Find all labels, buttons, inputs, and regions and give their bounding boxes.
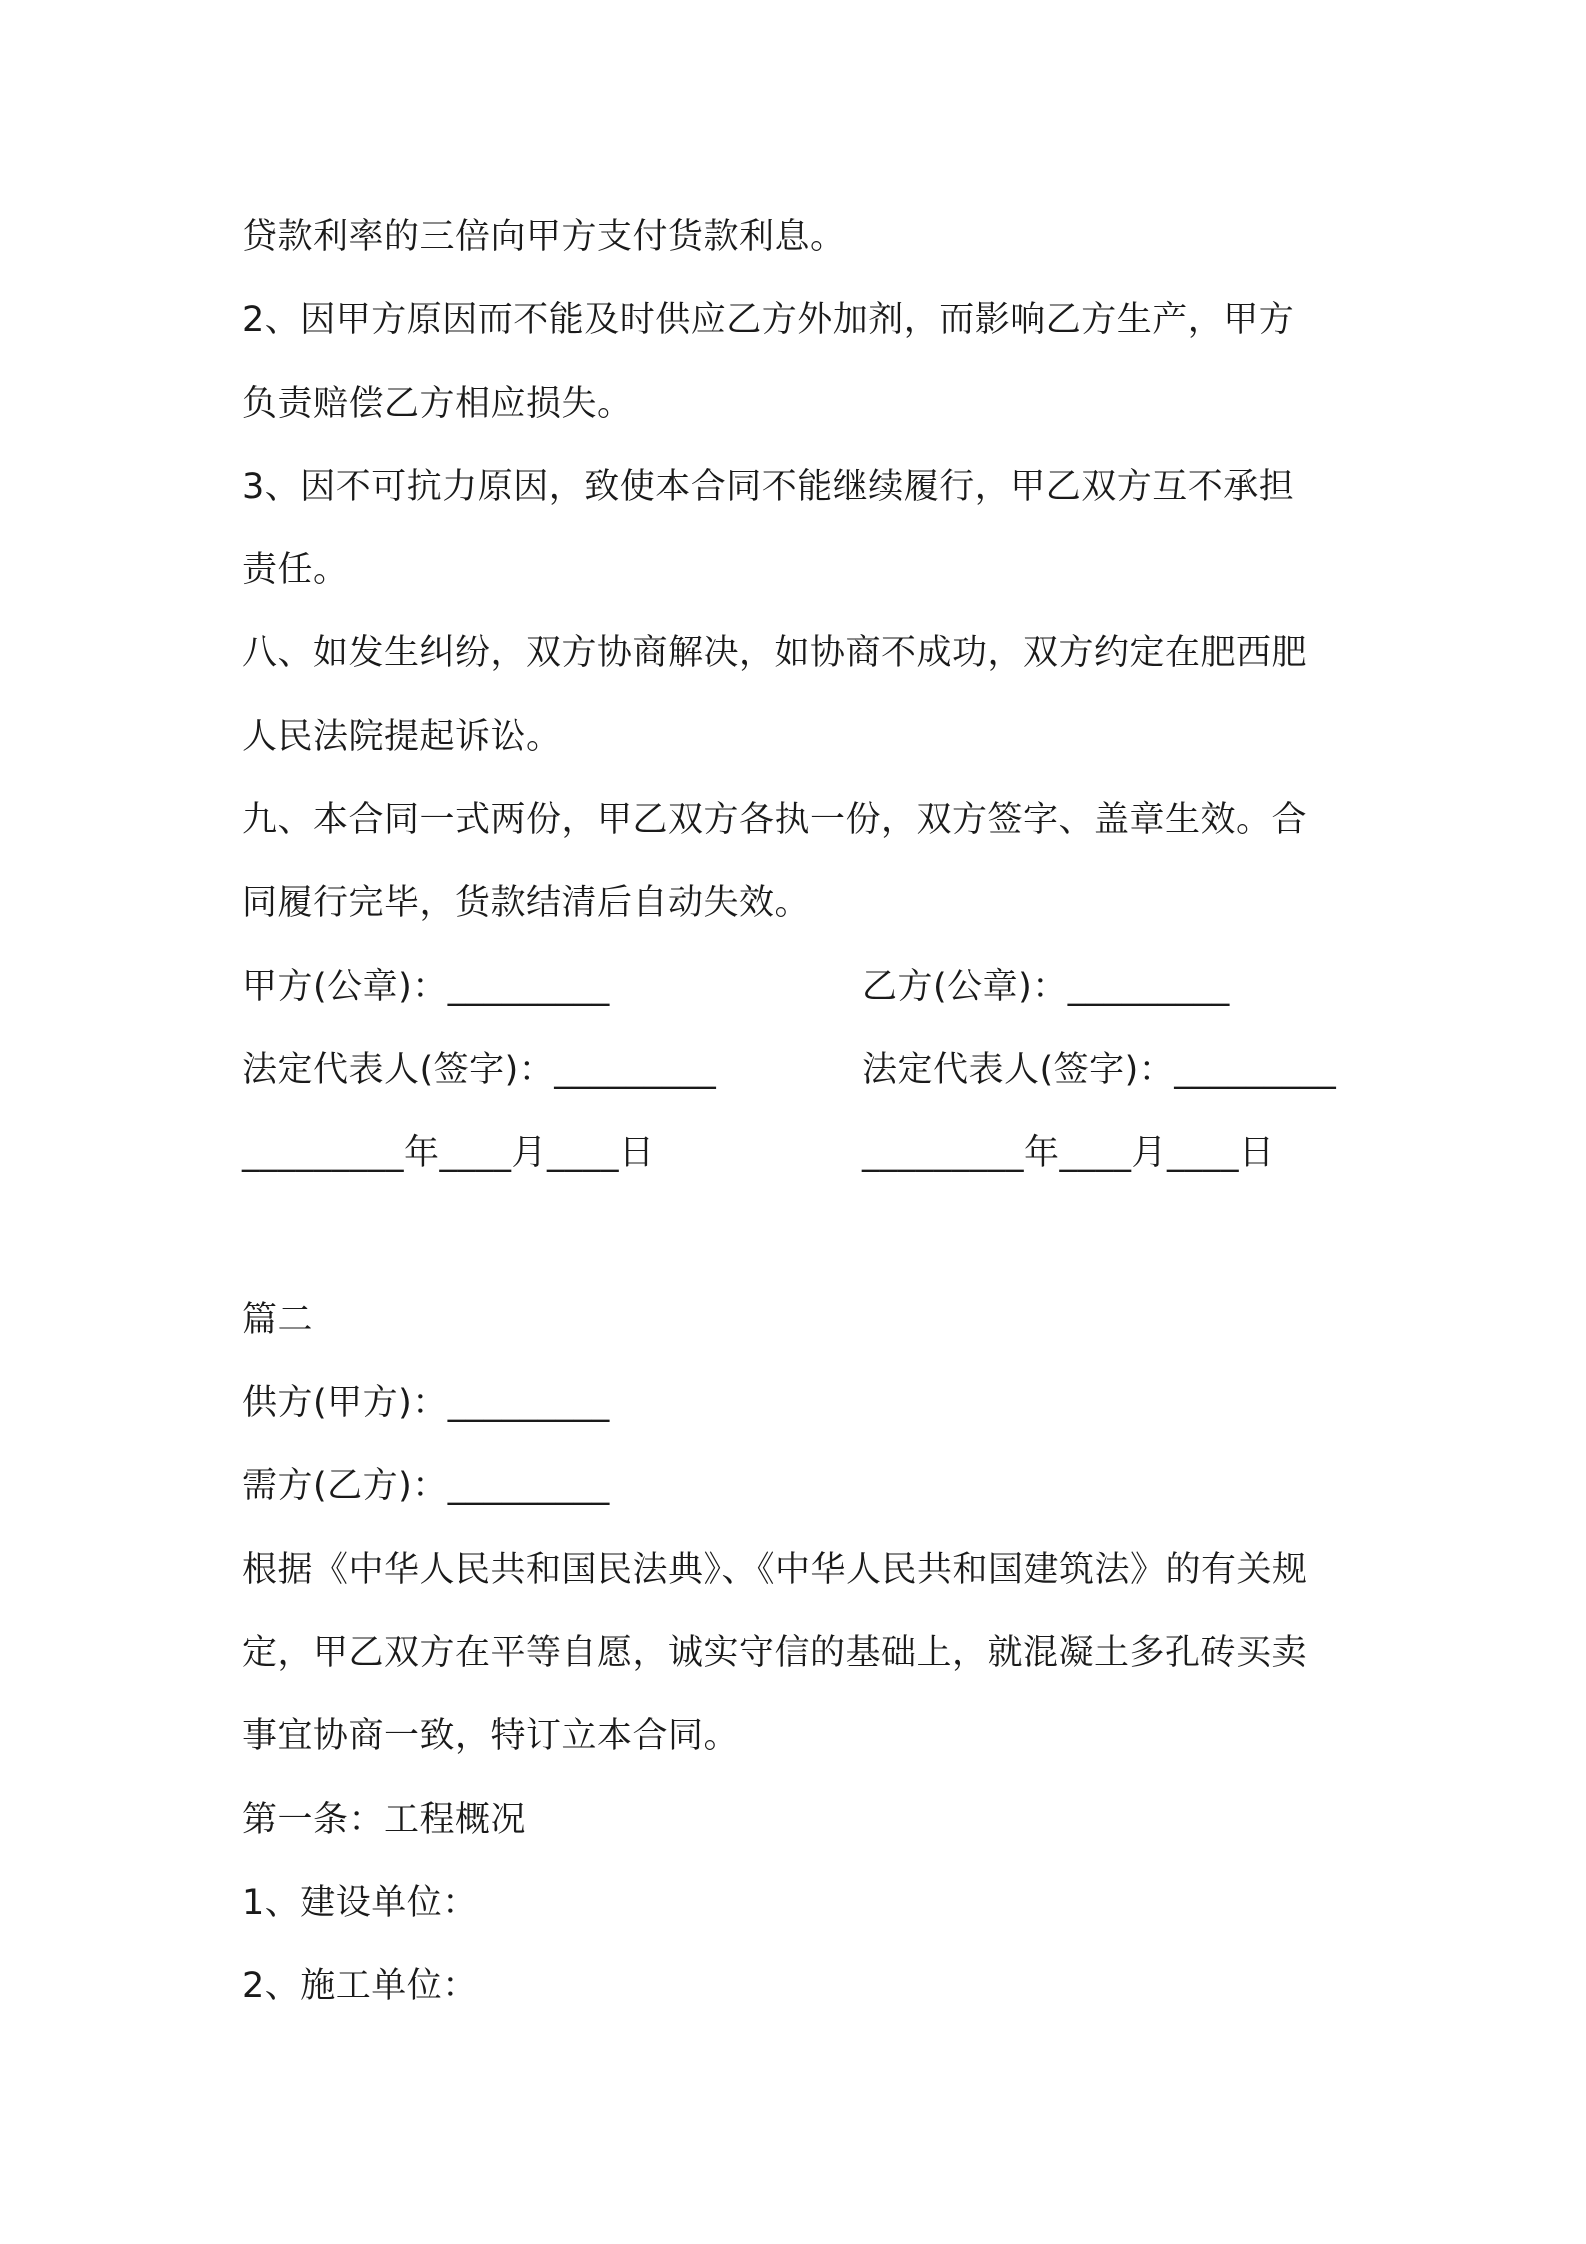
paragraph-line: 3、因不可抗力原因，致使本合同不能继续履行，甲乙双方互不承担 (242, 466, 1295, 507)
signature-row-representative (242, 1029, 1362, 1112)
paragraph-line: 责任。 (242, 550, 349, 591)
paragraph-line: 定，甲乙双方在平等自愿，诚实守信的基础上，就混凝土多孔砖买卖 (242, 1633, 1308, 1674)
paragraph-line: 2、因甲方原因而不能及时供应乙方外加剂，而影响乙方生产，甲方 (242, 300, 1295, 341)
party-b-date-field: _________年____月____日 (862, 1133, 1275, 1174)
paragraph-line: 贷款利率的三倍向甲方支付货款利息。 (242, 217, 846, 257)
list-item: 1、建设单位： (242, 1882, 478, 1923)
list-item: 2、施工单位： (242, 1966, 478, 2007)
spacer (242, 1196, 1362, 1279)
signature-row-date (242, 1112, 1362, 1195)
section-title: 篇二 (242, 1299, 314, 1340)
party-b-seal-field: 乙方(公章)：_________ (862, 966, 1230, 1007)
party-b-representative-field: 法定代表人(签字)：_________ (862, 1049, 1337, 1090)
paragraph-line: 八、如发生纠纷，双方协商解决，如协商不成功，双方约定在肥西肥 (242, 633, 1308, 674)
signature-row-seal (242, 946, 1362, 1029)
document-body (242, 196, 1362, 2029)
party-a-date-field: _________年____月____日 (242, 1133, 655, 1174)
party-a-representative-field: 法定代表人(签字)：_________ (242, 1049, 717, 1090)
paragraph-line: 根据《中华人民共和国民法典》、《中华人民共和国建筑法》的有关规 (242, 1549, 1308, 1590)
paragraph-line: 同履行完毕，货款结清后自动失效。 (242, 883, 811, 924)
article-heading: 第一条：工程概况 (242, 1799, 527, 1840)
paragraph-line: 负责赔偿乙方相应损失。 (242, 383, 633, 424)
paragraph-line: 人民法院提起诉讼。 (242, 716, 562, 757)
supplier-field: 供方(甲方)：_________ (242, 1383, 610, 1424)
paragraph-line: 事宜协商一致，特订立本合同。 (242, 1716, 740, 1757)
buyer-field: 需方(乙方)：_________ (242, 1466, 610, 1507)
party-a-seal-field: 甲方(公章)：_________ (242, 966, 610, 1007)
paragraph-line: 九、本合同一式两份，甲乙双方各执一份，双方签字、盖章生效。合 (242, 800, 1308, 841)
